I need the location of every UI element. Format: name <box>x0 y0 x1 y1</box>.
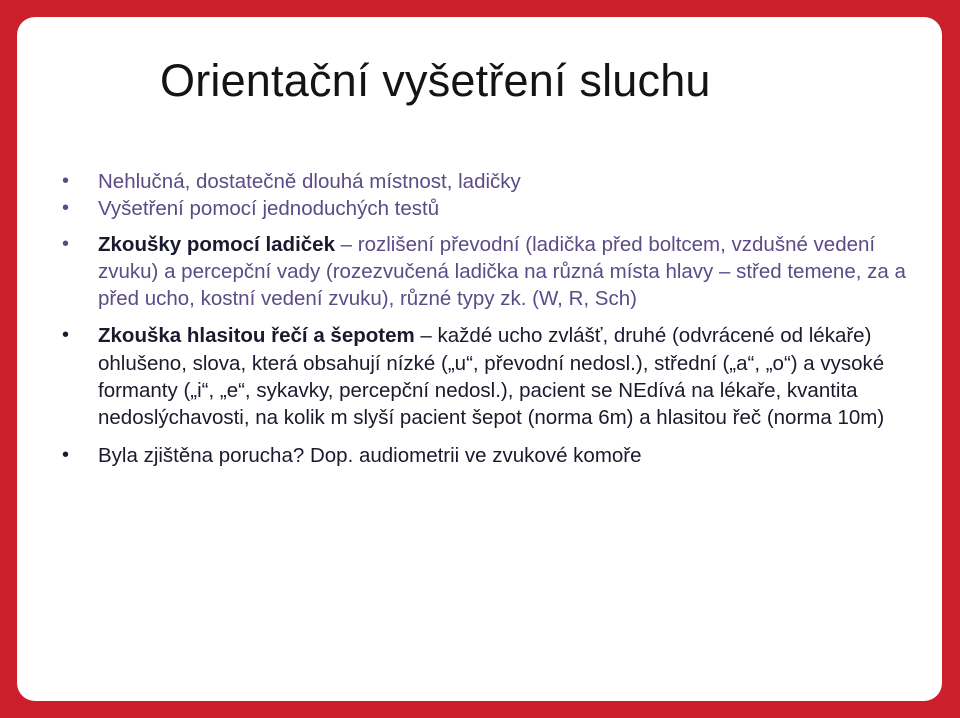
bullet-text: Byla zjištěna porucha? Dop. audiometrii ve zvukové komoře <box>98 443 642 467</box>
bullet-dot-icon: • <box>62 197 70 220</box>
slide-title: Orientační vyšetření sluchu <box>160 55 711 106</box>
bullet-dot-icon: • <box>62 170 70 192</box>
ecg-line-icon <box>17 611 347 701</box>
bullet-dot-icon: • <box>62 232 70 255</box>
bullet-text: Vyšetření pomocí jednoduchých testů <box>98 197 440 221</box>
bullet-text: Nehlučná, dostatečně dlouhá místnost, ladičky <box>98 170 521 193</box>
bullet-dot-icon: • <box>62 324 70 347</box>
bullet-text: – rozlišení převodní (ladička před boltcem, vzdušné vedení zvuku) a percepční vady (rozezvučená ladička na různá místa hlavy – střed temene, za a před ucho, kostní vedení zvuku), různé typy zk. (W, R, Sch) <box>98 232 906 311</box>
bullet-item <box>62 231 912 313</box>
bullet-item <box>62 168 912 195</box>
bullet-list <box>62 168 912 469</box>
bullet-text: – každé ucho zvlášť, druhé (odvrácené od lékaře) ohlušeno, slova, která obsahují nízké („u“, převodní nedosl.), střední („a“, „o“) a vysoké formanty („i“, „e“, sykavky, percepční nedosl.), pacient se NEdívá na lékaře, kvantita nedoslýchavosti, na kolik m slyší pacient šepot (norma 6m) a hlasitou řeč (norma 10m) <box>98 324 885 430</box>
bullet-item <box>62 442 912 469</box>
bullet-item <box>62 322 912 431</box>
bullet-dot-icon: • <box>62 443 70 466</box>
bullet-item <box>62 195 912 222</box>
bullet-bold-lead: Zkoušky pomocí ladiček <box>98 232 335 256</box>
bullet-bold-lead: Zkouška hlasitou řečí a šepotem <box>98 324 415 348</box>
